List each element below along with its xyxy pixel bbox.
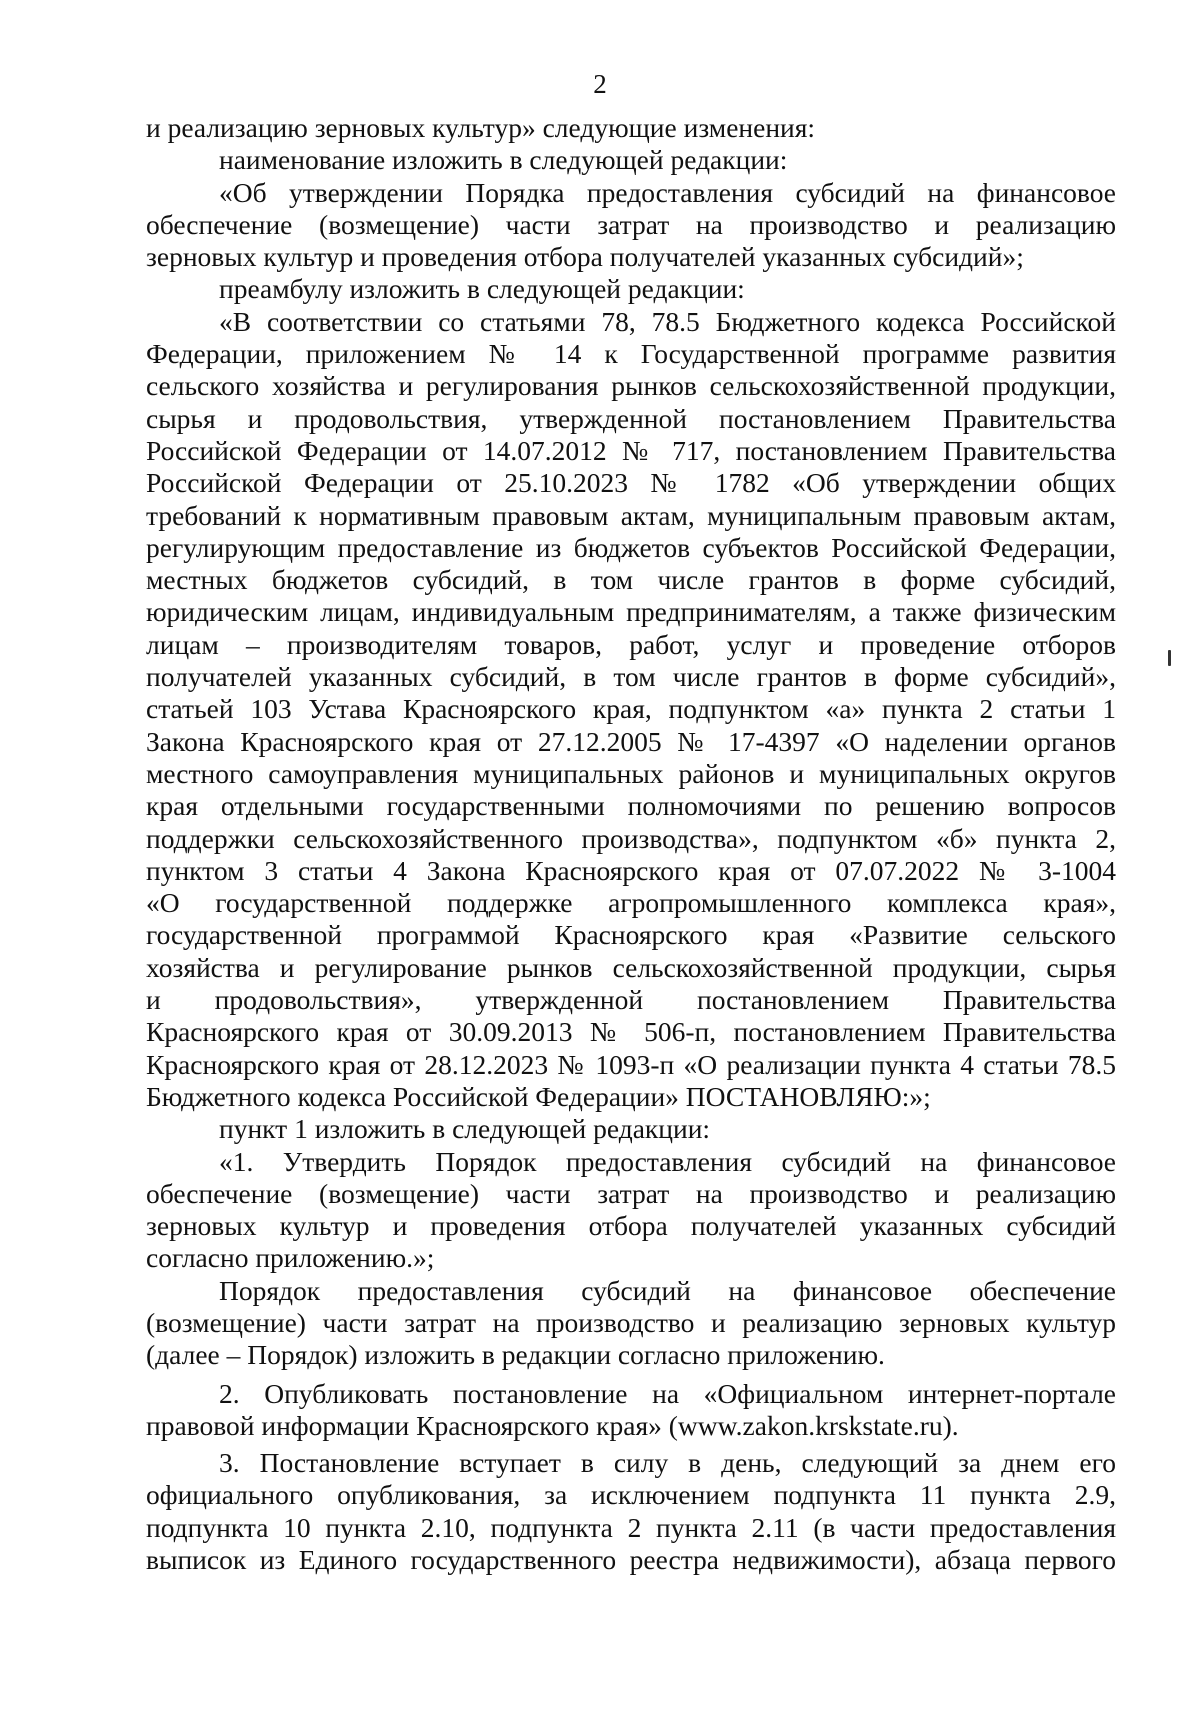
text-line: Красноярского края от 30.09.2013 № 506-п, постановлением Правительства bbox=[146, 1016, 1116, 1048]
text-line: статьей 103 Устава Красноярского края, подпунктом «а» пункта 2 статьи 1 bbox=[146, 693, 1116, 725]
text-line: местного самоуправления муниципальных районов и муниципальных округов bbox=[146, 757, 1116, 789]
text-line: (далее – Порядок) изложить в редакции согласно приложению. bbox=[146, 1339, 885, 1371]
text-line: государственной программой Красноярского края «Развитие сельского bbox=[146, 919, 1116, 951]
scan-artifact bbox=[1168, 650, 1171, 666]
text-line: Красноярского края от 28.12.2023 № 1093-п «О реализации пункта 4 статьи 78.5 bbox=[146, 1048, 1116, 1080]
text-line: Закона Красноярского края от 27.12.2005 № 17-4397 «О наделении органов bbox=[146, 725, 1116, 757]
text-line: обеспечение (возмещение) части затрат на производство и реализацию bbox=[146, 208, 1116, 240]
text-line: правовой информации Красноярского края» (www.zakon.krskstate.ru). bbox=[146, 1409, 959, 1441]
text-line: требований к нормативным правовым актам, муниципальным правовым актам, bbox=[146, 499, 1116, 531]
text-line: Порядок предоставления субсидий на финансовое обеспечение bbox=[219, 1274, 1116, 1306]
text-line: пунктом 3 статьи 4 Закона Красноярского края от 07.07.2022 № 3-1004 bbox=[146, 854, 1116, 886]
page-number: 2 bbox=[593, 69, 607, 99]
text-line: лицам – производителям товаров, работ, услуг и проведение отборов bbox=[146, 628, 1116, 660]
text-line: согласно приложению.»; bbox=[146, 1242, 435, 1274]
text-line: местных бюджетов субсидий, в том числе грантов в форме субсидий, bbox=[146, 564, 1116, 596]
text-line: Федерации, приложением № 14 к Государственной программе развития bbox=[146, 338, 1116, 370]
text-line: зерновых культур и проведения отбора получателей указанных субсидий»; bbox=[146, 241, 1024, 273]
text-line: юридическим лицам, индивидуальным предпринимателям, а также физическим bbox=[146, 596, 1116, 628]
text-line: сельского хозяйства и регулирования рынков сельскохозяйственной продукции, bbox=[146, 370, 1116, 402]
text-line: «Об утверждении Порядка предоставления субсидий на финансовое bbox=[219, 176, 1116, 208]
text-line: «О государственной поддержке агропромышленного комплекса края», bbox=[146, 887, 1116, 919]
text-line: и продовольствия», утвержденной постановлением Правительства bbox=[146, 984, 1116, 1016]
text-line: и реализацию зерновых культур» следующие изменения: bbox=[146, 112, 816, 143]
text-line: 3. Постановление вступает в силу в день, следующий за днем его bbox=[219, 1447, 1116, 1479]
text-line: хозяйства и регулирование рынков сельскохозяйственной продукции, сырья bbox=[146, 951, 1116, 983]
text-line: 2. Опубликовать постановление на «Официальном интернет-портале bbox=[219, 1377, 1116, 1409]
text-line: регулирующим предоставление из бюджетов субъектов Российской Федерации, bbox=[146, 531, 1116, 563]
text-line: зерновых культур и проведения отбора получателей указанных субсидий bbox=[146, 1210, 1116, 1242]
text-line: пункт 1 изложить в следующей редакции: bbox=[219, 1113, 711, 1145]
text-line: обеспечение (возмещение) части затрат на производство и реализацию bbox=[146, 1177, 1116, 1209]
text-line: официального опубликования, за исключением подпункта 11 пункта 2.9, bbox=[146, 1479, 1116, 1511]
text-line: наименование изложить в следующей редакции: bbox=[219, 144, 788, 176]
text-line: преамбулу изложить в следующей редакции: bbox=[219, 273, 745, 305]
document-body bbox=[146, 112, 1116, 1576]
text-line: подпункта 10 пункта 2.10, подпункта 2 пункта 2.11 (в части предоставления bbox=[146, 1511, 1116, 1543]
text-line: сырья и продовольствия, утвержденной постановлением Правительства bbox=[146, 402, 1116, 434]
text-line: выписок из Единого государственного реестра недвижимости), абзаца первого bbox=[146, 1544, 1116, 1576]
text-line: получателей указанных субсидий, в том числе грантов в форме субсидий», bbox=[146, 661, 1116, 693]
text-line: Российской Федерации от 14.07.2012 № 717, постановлением Правительства bbox=[146, 434, 1116, 466]
text-line: поддержки сельскохозяйственного производства», подпунктом «б» пункта 2, bbox=[146, 822, 1116, 854]
text-line: Российской Федерации от 25.10.2023 № 1782 «Об утверждении общих bbox=[146, 467, 1116, 499]
text-line: края отдельными государственными полномочиями по решению вопросов bbox=[146, 790, 1116, 822]
text-line: «В соответствии со статьями 78, 78.5 Бюджетного кодекса Российской bbox=[219, 305, 1116, 337]
text-line: (возмещение) части затрат на производство и реализацию зерновых культур bbox=[146, 1306, 1116, 1338]
text-line: «1. Утвердить Порядок предоставления субсидий на финансовое bbox=[219, 1145, 1116, 1177]
text-line: Бюджетного кодекса Российской Федерации» ПОСТАНОВЛЯЮ:»; bbox=[146, 1080, 931, 1112]
